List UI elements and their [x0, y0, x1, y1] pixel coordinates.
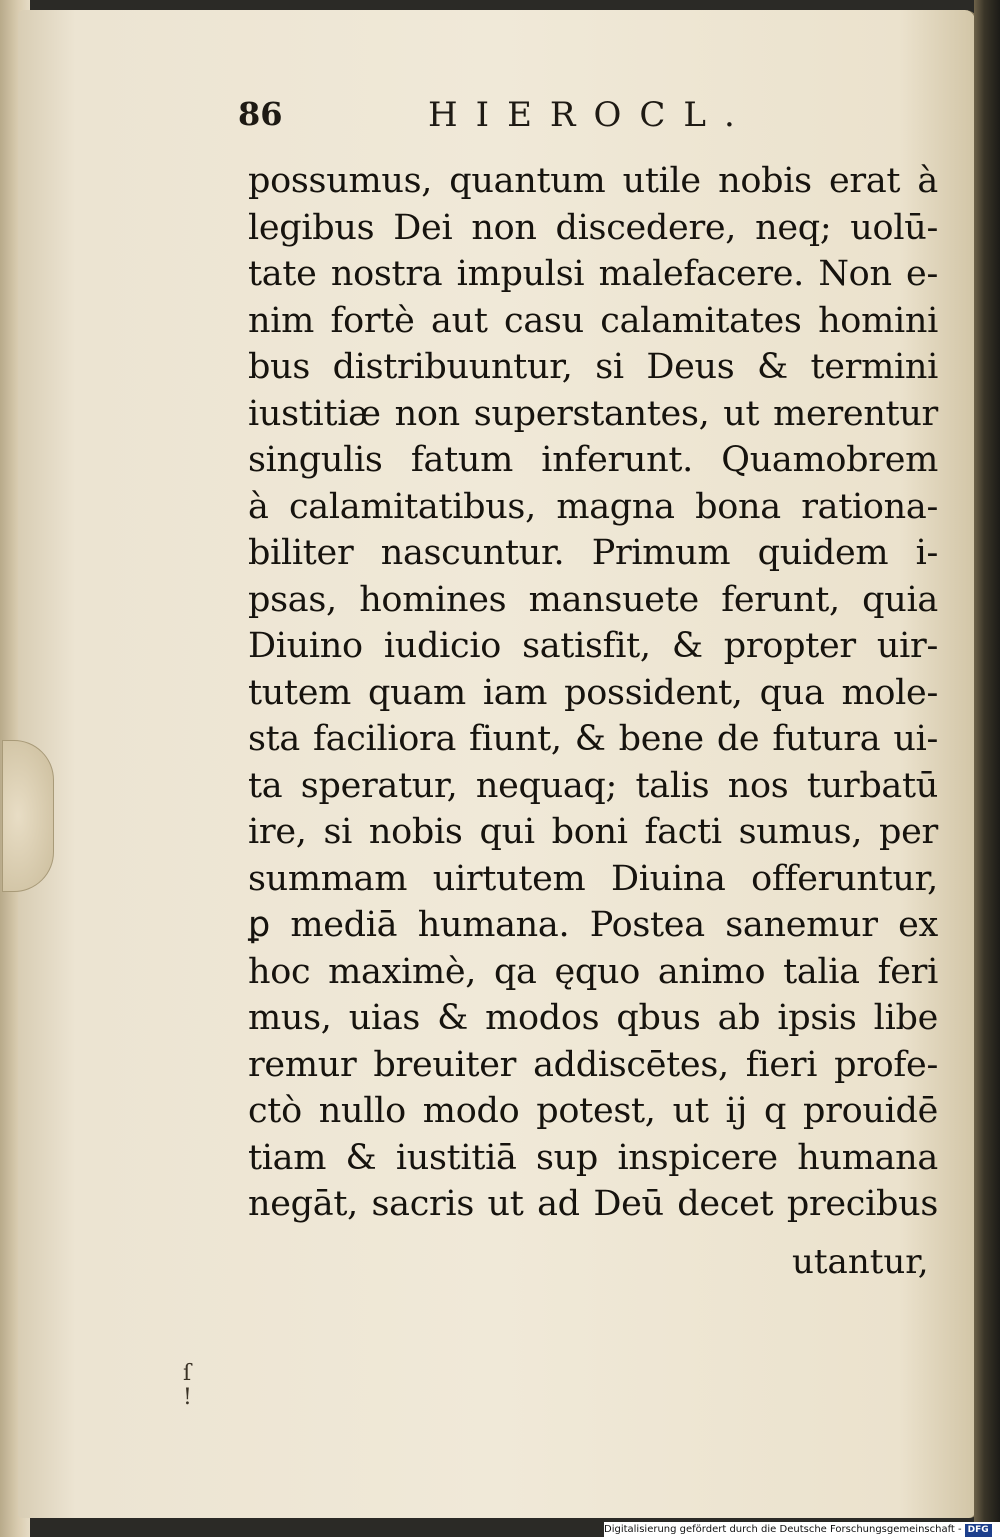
text-line: summam uirtutem Diuina offeruntur,: [248, 858, 938, 899]
text-line: iustitiæ non superstantes, ut merentur: [248, 393, 938, 434]
text-line: possumus, quantum utile nobis erat à: [248, 161, 938, 201]
page-header: [238, 95, 798, 145]
dfg-logo: DFG: [965, 1524, 992, 1537]
text-line: nim fortè aut casu calamitates homini: [248, 300, 938, 341]
running-head: HIEROCL.: [428, 95, 753, 135]
text-line: legibus Dei non discedere, neq; uolū-: [248, 207, 938, 248]
catchword: utantur,: [792, 1242, 929, 1282]
text-line: mus, uias & modos qbus ab ipsis libe: [248, 998, 938, 1038]
digitization-credit: [604, 1522, 1000, 1537]
text-line: tiam & iustitiā sup inspicere humana: [248, 1137, 938, 1178]
page-edge-shadow: [974, 0, 1000, 1525]
margin-marks: ſ !: [183, 1361, 192, 1410]
page-number: 86: [238, 95, 283, 133]
text-line: biliter nascuntur. Primum quidem i-: [248, 533, 938, 573]
text-line: psas, homines mansuete ferunt, quia: [248, 579, 938, 620]
text-line: singulis fatum inferunt. Quamobrem: [248, 440, 938, 480]
text-line: ire, si nobis qui boni facti sumus, per: [248, 812, 938, 852]
text-line: ꝑ mediā humana. Postea sanemur ex: [248, 905, 938, 945]
thumb-tab: [2, 740, 54, 892]
text-line: Diuino iudicio satisfit, & propter uir-: [248, 626, 938, 666]
text-line: tate nostra impulsi malefacere. Non e-: [248, 254, 938, 294]
body-text: [248, 158, 938, 1228]
text-line: bus distribuuntur, si Deus & termini: [248, 347, 938, 387]
text-line: negāt, sacris ut ad Deū decet precibus: [248, 1184, 938, 1224]
text-line: hoc maximè, qa ęquo animo talia feri: [248, 951, 938, 992]
text-line: sta faciliora fiunt, & bene de futura ui-: [248, 719, 938, 759]
text-line: remur breuiter addiscētes, fieri profe-: [248, 1044, 938, 1085]
text-line: tutem quam iam possident, qua mole-: [248, 672, 938, 713]
text-line: ta speratur, nequaq; talis nos turbatū: [248, 765, 938, 806]
text-line: à calamitatibus, magna bona rationa-: [248, 486, 938, 527]
credit-text: Digitalisierung gefördert durch die Deutsche Forschungsgemeinschaft -: [604, 1524, 962, 1535]
text-line: ctò nullo modo potest, ut ij q prouidē: [248, 1091, 938, 1131]
